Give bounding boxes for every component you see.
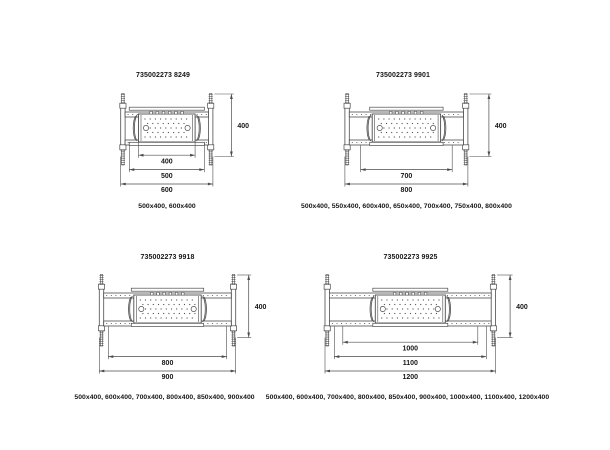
dimension-label: 800 — [400, 187, 413, 195]
dimension-label: 1000 — [402, 345, 419, 353]
product-code-1: 735002273 8249 — [136, 72, 190, 79]
dimension-label: 400 — [494, 122, 507, 130]
product-code-3: 735002273 9918 — [140, 254, 195, 261]
dimension-label: 1100 — [402, 359, 418, 367]
bracket-drawing-1 — [120, 94, 249, 195]
bracket-drawing-4 — [324, 275, 528, 382]
dimension-label: 400 — [237, 122, 250, 130]
dimension-label: 500 — [160, 172, 173, 180]
vesa-compatibility-list-4: 500x400, 600x400, 700x400, 800x400, 850x400, 900x400, 1000x400, 1100x400, 1200x400 — [265, 393, 550, 401]
bracket-drawing-2 — [344, 94, 507, 195]
dimension-label: 600 — [160, 187, 173, 195]
dimension-label: 900 — [161, 374, 174, 382]
bracket-drawing-3 — [98, 275, 266, 382]
dimension-label: 400 — [516, 303, 528, 311]
product-code-4: 735002273 9925 — [383, 254, 438, 261]
dimension-label: 800 — [161, 359, 174, 367]
dimension-label: 700 — [400, 172, 413, 180]
product-code-2: 735002273 9901 — [376, 72, 430, 79]
vesa-compatibility-list-2: 500x400, 550x400, 600x400, 650x400, 700x400, 750x400, 800x400 — [301, 202, 512, 210]
dimension-label: 400 — [160, 158, 173, 166]
vesa-compatibility-list-3: 500x400, 600x400, 700x400, 800x400, 850x400, 900x400 — [74, 393, 255, 401]
dimension-label: 1200 — [402, 374, 419, 382]
vesa-compatibility-list-1: 500x400, 600x400 — [138, 202, 196, 210]
dimension-label: 400 — [254, 303, 267, 311]
